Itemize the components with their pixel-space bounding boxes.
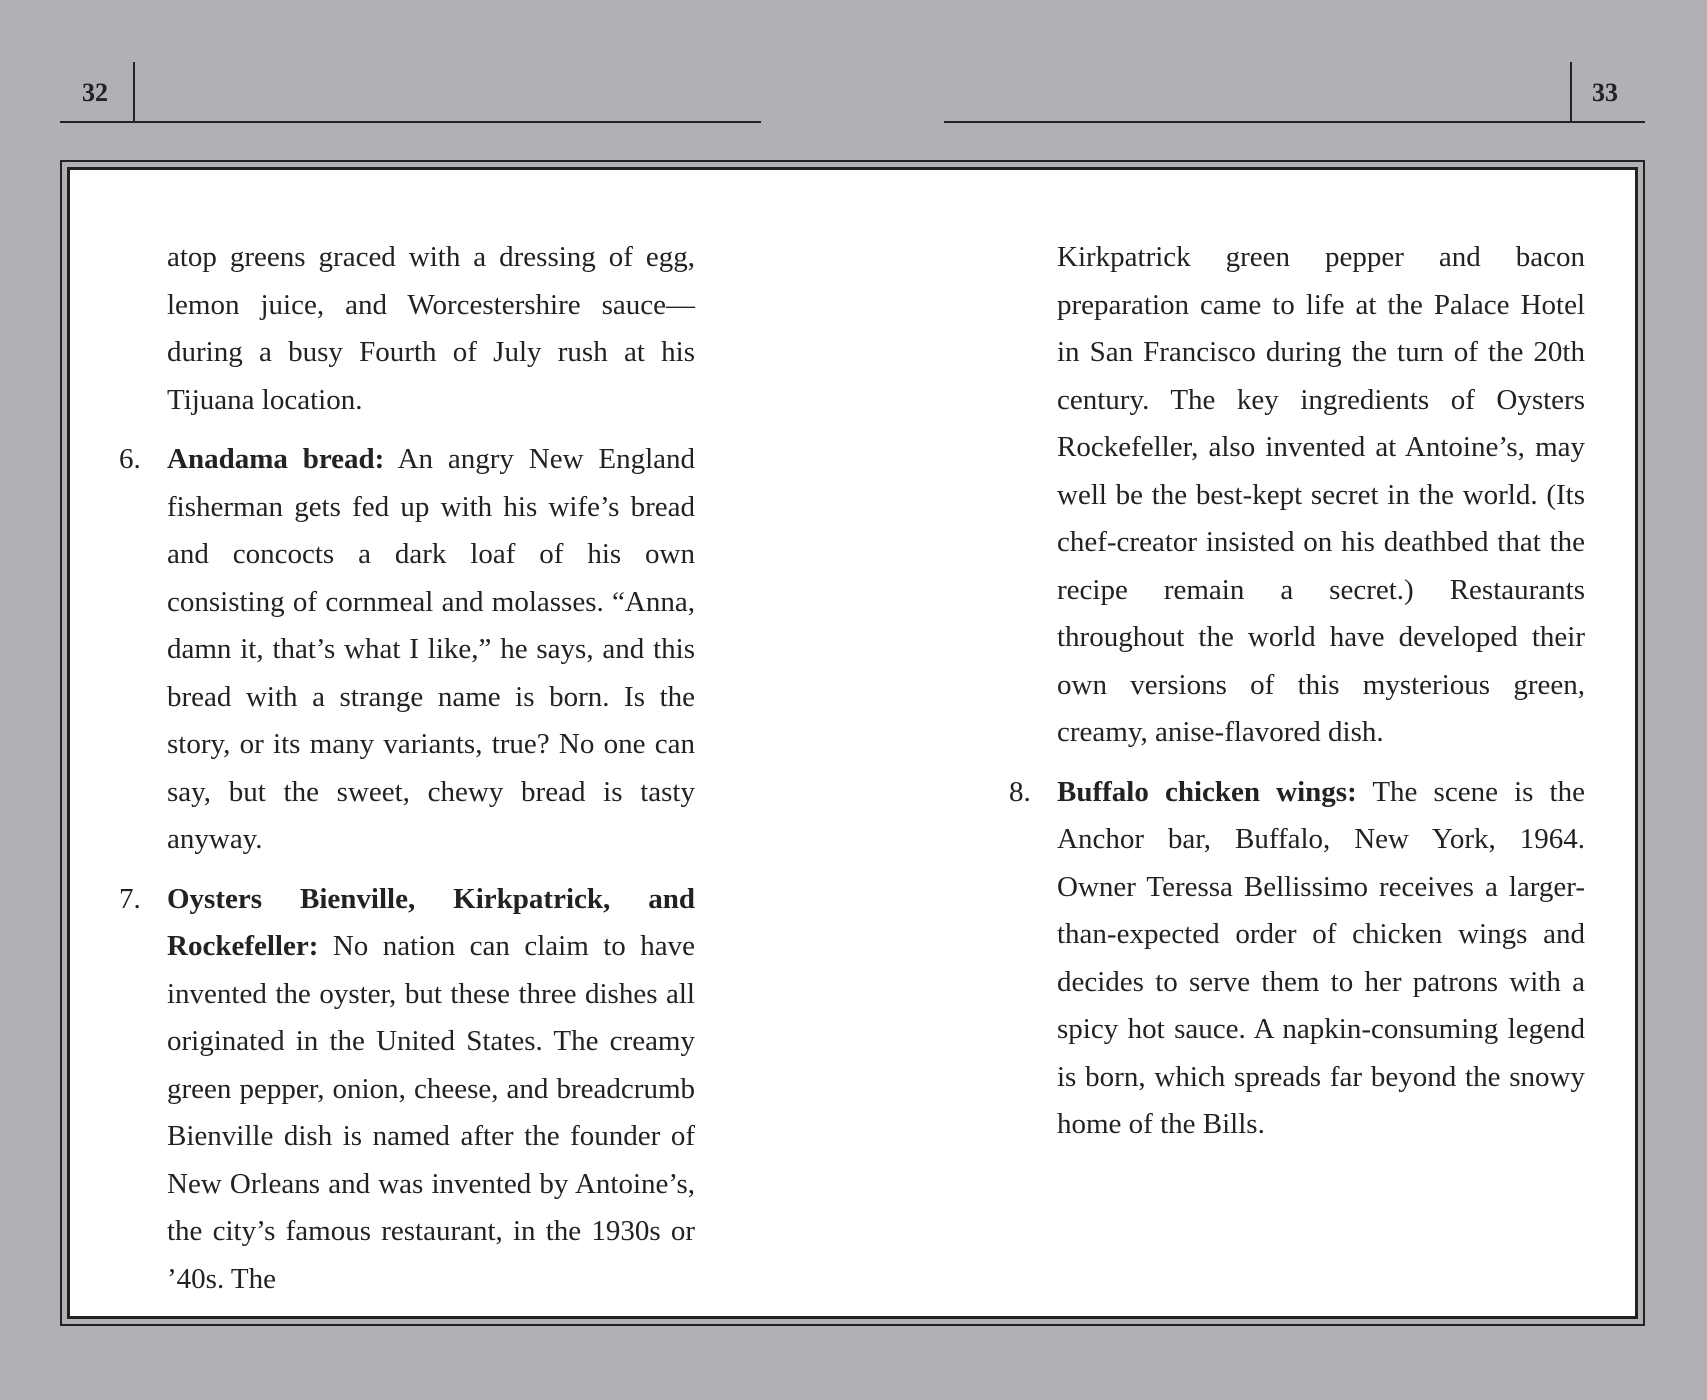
list-item-anadama-bread bbox=[119, 436, 695, 864]
list-item-term: Anadama bread: bbox=[167, 443, 385, 475]
right-page-column bbox=[1009, 234, 1585, 1149]
list-item-number: 8. bbox=[1009, 775, 1031, 808]
list-item-number: 6. bbox=[119, 443, 141, 475]
continuation-text: Kirkpatrick green pepper and bacon preparation came to life at the Palace Hotel in San Francisco during the turn of the 20th century. The key ingredients of Oysters Rockefeller, also invented at Antoine’s, may well be the best-kept secret in the world. (Its chef-creator insisted on his deathbed that the recipe remain a secret.) Restaurants throughout the world have developed their own versions of this mysterious green, creamy, anise-flavored dish. bbox=[1057, 241, 1585, 748]
list-item-buffalo-wings bbox=[1009, 769, 1585, 1149]
list-item-term: Oysters Bienville, Kirkpatrick, and Rockefeller: bbox=[167, 882, 695, 962]
list-item-text: No nation can claim to have invented the oyster, but these three dishes all originated in the United States. The creamy green pepper, onion, cheese, and breadcrumb Bienville dish is named after the founder of New Orleans and was invented by Antoine’s, the city’s famous restaurant, in the 1930s or ’40s. The bbox=[167, 930, 696, 1295]
list-item-number: 7. bbox=[119, 882, 141, 915]
list-item-oysters bbox=[119, 876, 696, 1304]
continuation-text: atop greens graced with a dressing of egg, lemon juice, and Worcestershire sauce—during a busy Fourth of July rush at his Tijuana location. bbox=[167, 241, 695, 416]
list-item-text: An angry New England fisherman gets fed up with his wife’s bread and concocts a dark loaf of his own consisting of cornmeal and molasses. “Anna, damn it, that’s what I like,” he says, and this bread with a strange name is born. Is the story, or its many variants, true? No one can say, but the sweet, chewy bread is tasty anyway. bbox=[167, 443, 695, 855]
header-rule-left bbox=[60, 121, 761, 123]
page-number-left: 32 bbox=[82, 78, 108, 107]
page-number-right: 33 bbox=[1592, 78, 1618, 107]
header-divider-left bbox=[133, 62, 135, 122]
left-page-column bbox=[119, 234, 696, 1303]
list-item-text: The scene is the Anchor bar, Buffalo, New York, 1964. Owner Teressa Bellissimo receives a larger-than-expected order of chicken wings and decides to serve them to her patrons with a spicy hot sauce. A napkin-consuming legend is born, which spreads far beyond the snowy home of the Bills. bbox=[1057, 775, 1585, 1140]
list-item-term: Buffalo chicken wings: bbox=[1057, 775, 1357, 808]
header-divider-right bbox=[1570, 62, 1572, 122]
header-rule-right bbox=[944, 121, 1645, 123]
